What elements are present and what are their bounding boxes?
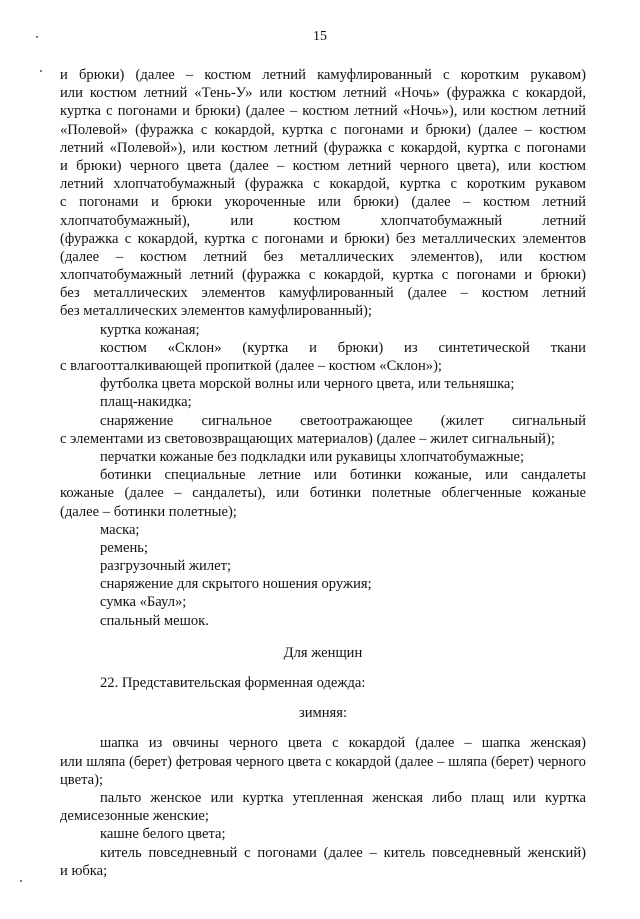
list-item: кашне белого цвета; <box>100 826 226 843</box>
text-line: (фуражка с кокардой, куртка с погонами и брюки) без металлических элементов <box>60 230 586 247</box>
section-heading: Для женщин <box>283 644 363 661</box>
list-item: снаряжение для скрытого ношения оружия; <box>100 576 372 593</box>
document-body <box>60 66 586 880</box>
text-line: с элементами из световозвращающих материалов) (далее – жилет сигнальный); <box>60 430 555 447</box>
list-item: перчатки кожаные без подкладки или рукавицы хлопчатобумажные; <box>100 448 525 465</box>
text-line: кожаные (далее – сандалеты), или ботинки полетные облегченные кожаные <box>60 485 586 502</box>
scan-speck <box>40 70 42 72</box>
list-item: ботинки специальные летние или ботинки кожаные, или сандалеты <box>100 467 586 484</box>
list-item: пальто женское или куртка утепленная женская либо плащ или куртка <box>100 789 586 806</box>
text-line: хлопчатобумажный летний (фуражка с кокардой, куртка с погонами и брюки) <box>60 267 586 284</box>
page-number: 15 <box>313 29 327 44</box>
text-line: и брюки) (далее – костюм летний камуфлированный с коротким рукавом) <box>60 67 586 83</box>
text-line: (далее – костюм летний без металлических элементов), или костюм <box>60 248 586 265</box>
list-item: плащ-накидка; <box>100 394 192 411</box>
text-line: хлопчатобумажный), или костюм хлопчатобумажный летний <box>60 212 586 229</box>
list-item: маска; <box>100 521 140 538</box>
text-line: с погонами и брюки укороченные или брюки) (далее – костюм летний <box>60 194 586 211</box>
text-line: (далее – ботинки полетные); <box>60 503 237 520</box>
text-line: или костюм летний «Тень-У» или костюм летний «Ночь» (фуражка с кокардой, <box>60 85 586 102</box>
list-item: футболка цвета морской волны или черного цвета, или тельняшка; <box>100 376 515 393</box>
text-line: без металлических элементов камуфлированный); <box>60 303 372 320</box>
list-item: снаряжение сигнальное светоотражающее (жилет сигнальный <box>100 412 586 429</box>
text-line: цвета); <box>60 771 104 788</box>
list-item: шапка из овчины черного цвета с кокардой (далее – шапка женская) <box>100 735 586 752</box>
list-item: сумка «Баул»; <box>100 594 187 611</box>
text-line: куртка с погонами и брюки) (далее – костюм летний «Ночь»), или костюм летний <box>60 103 586 120</box>
text-line: без металлических элементов камуфлированный (далее – костюм летний <box>60 285 586 302</box>
subsection-heading: зимняя: <box>298 705 348 722</box>
text-line: летний хлопчатобумажный (фуражка с кокардой, куртка с коротким рукавом <box>60 176 586 193</box>
scan-speck <box>36 36 38 38</box>
text-line: и юбка; <box>60 862 108 879</box>
list-item: костюм «Склон» (куртка и брюки) из синтетической ткани <box>100 339 586 356</box>
list-item: куртка кожаная; <box>100 321 200 338</box>
text-line: «Полевой» (фуражка с кокардой, куртка с погонами и брюки) (далее – костюм <box>60 121 586 138</box>
text-line: с влагоотталкивающей пропиткой (далее – костюм «Склон»); <box>60 358 442 374</box>
text-line: летний «Полевой»), или костюм летний (фуражка с кокардой, куртка с погонами <box>60 139 586 156</box>
text-line: и брюки) черного цвета (далее – костюм летний черного цвета), или костюм <box>60 157 586 174</box>
numbered-clause: 22. Представительская форменная одежда: <box>100 675 366 691</box>
list-item: ремень; <box>100 539 149 556</box>
text-line: или шляпа (берет) фетровая черного цвета с кокардой (далее – шляпа (берет) черного <box>60 753 586 770</box>
text-line: демисезонные женские; <box>60 808 209 825</box>
scan-speck <box>20 880 22 882</box>
list-item: спальный мешок. <box>100 612 209 629</box>
list-item: разгрузочный жилет; <box>100 558 232 575</box>
list-item: китель повседневный с погонами (далее – китель повседневный женский) <box>100 844 586 861</box>
